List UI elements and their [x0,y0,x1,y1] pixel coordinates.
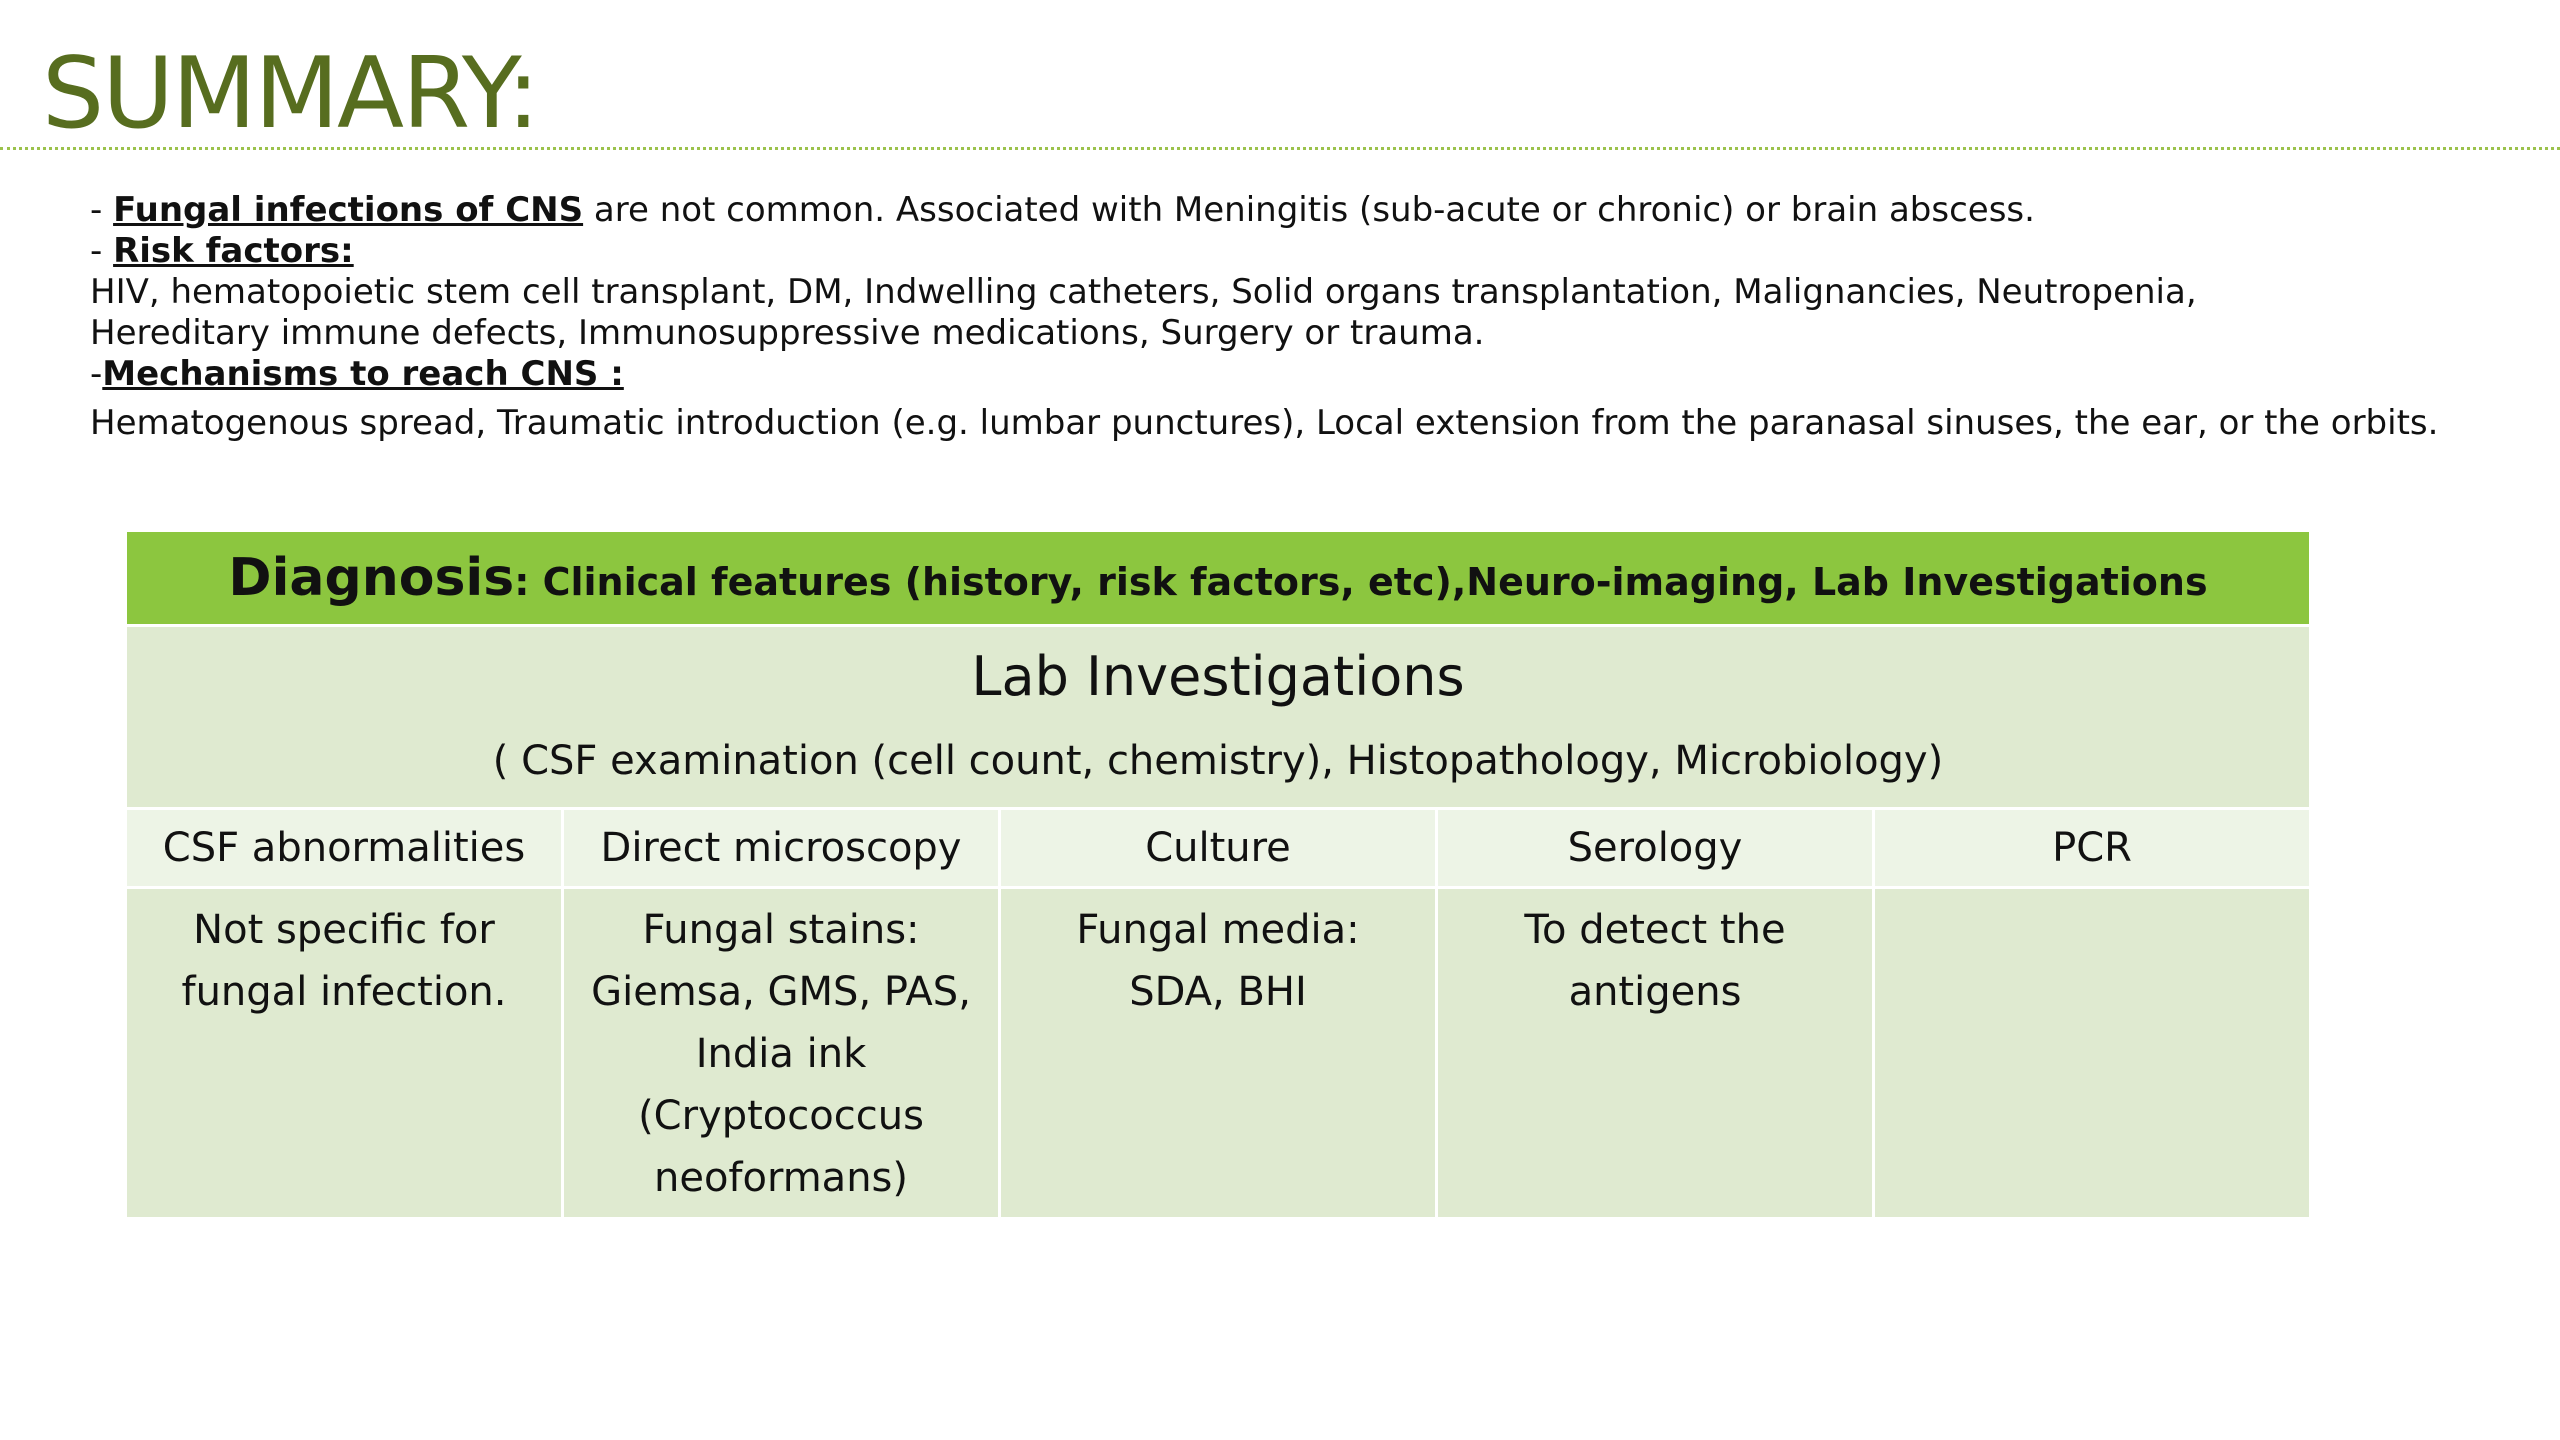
column-body-row [126,888,2311,1219]
diagnosis-methods: : Clinical features (history, risk factors, etc),Neuro-imaging, Lab Investigations [514,560,2208,604]
diagnosis-header-row [126,531,2311,626]
lab-investigations-title: Lab Investigations [971,645,1465,708]
summary-line-mechanisms [90,354,2530,395]
cell-serology-text: To detect the antigens [1524,907,1786,1015]
risk-factors-text-2: Hereditary immune defects, Immunosuppressive medications, Surgery or trauma. [90,313,1485,353]
cell-pcr [1874,888,2311,1219]
column-header-serology: Serology [1437,809,1874,888]
summary-line-risk-factors [90,231,2530,272]
cell-microscopy-text: Fungal stains: Giemsa, GMS, PAS, India ink (Cryptococcus neoformans) [591,907,971,1201]
bullet-prefix: - [90,190,114,230]
title-divider [0,147,2560,150]
diagnosis-table [124,529,2312,1220]
diagnosis-header [126,531,2311,626]
summary-line-fungal-infections [90,190,2530,231]
mechanisms-heading: Mechanisms to reach CNS : [102,354,624,394]
bullet-prefix: - [90,354,103,394]
column-header-microscopy: Direct microscopy [563,809,1000,888]
column-header-csf: CSF abnormalities [126,809,563,888]
column-header-row [126,809,2311,888]
slide-title: SUMMARY: [42,37,538,151]
risk-factors-text-1: HIV, hematopoietic stem cell transplant, DM, Indwelling catheters, Solid organs transplantation, Malignancies, Neutropenia, [90,272,2197,312]
cell-culture [1000,888,1437,1219]
fungal-infections-text: are not common. Associated with Meningitis (sub-acute or chronic) or brain abscess. [583,190,2035,230]
cell-serology [1437,888,1874,1219]
cell-csf-text: Not specific for fungal infection. [181,907,507,1015]
bullet-prefix: - [90,231,114,271]
cell-csf [126,888,563,1219]
lab-investigations-cell [126,626,2311,809]
fungal-infections-heading: Fungal infections of CNS [113,190,584,230]
mechanisms-text: Hematogenous spread, Traumatic introduction (e.g. lumbar punctures), Local extension from the paranasal sinuses, the ear, or the orbits. [90,403,2439,443]
risk-factors-heading: Risk factors: [113,231,354,271]
diagnosis-label: Diagnosis [228,548,515,608]
column-header-pcr: PCR [1874,809,2311,888]
lab-investigations-row [126,626,2311,809]
column-header-culture: Culture [1000,809,1437,888]
summary-section [90,190,2530,444]
cell-microscopy [563,888,1000,1219]
lab-investigations-subtitle: ( CSF examination (cell count, chemistry), Histopathology, Microbiology) [492,738,1944,784]
cell-culture-text: Fungal media: SDA, BHI [1076,907,1360,1015]
